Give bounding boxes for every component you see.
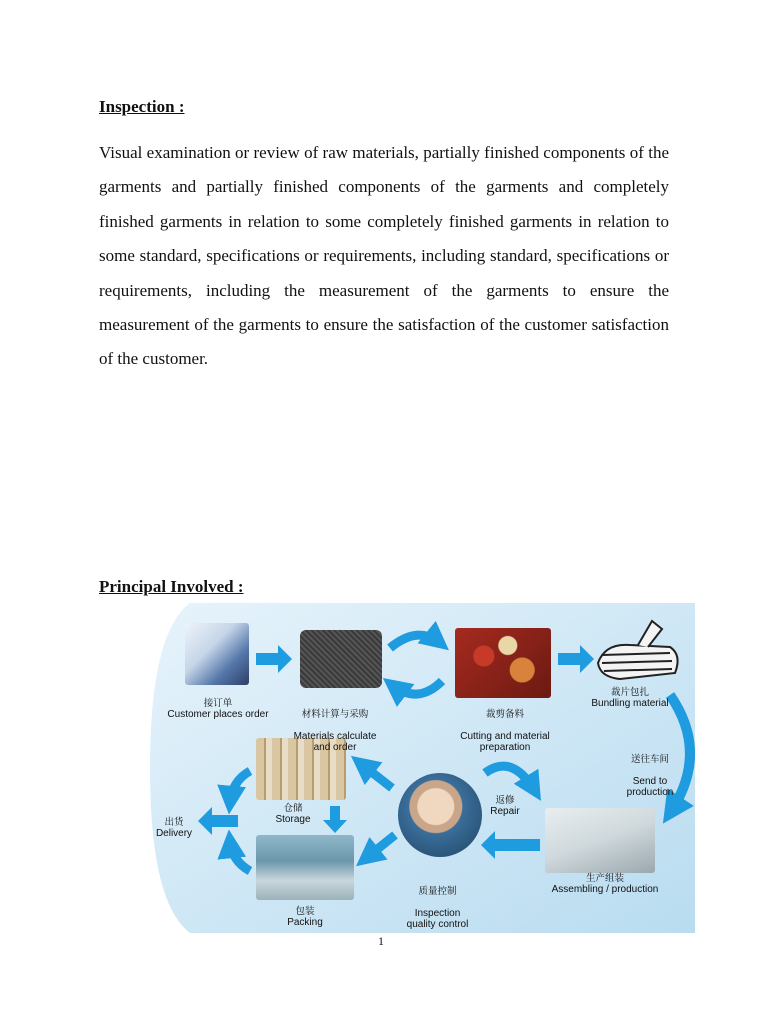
storage-en: Storage <box>275 814 311 825</box>
step-label-cutting <box>450 698 560 764</box>
inspection-paragraph: Visual examination or review of raw materials, partially finished components of the garments and partially finished components of the garments and completely finished garments in relation to some completely finished garments in relation to some standard, specifications or requirements, including standard, specifications or requirements, including the measurement of the garments to ensure the measurement of the garments to ensure the satisfaction of the customer satisfaction of the customer. <box>99 143 669 369</box>
step-label-packing <box>275 906 335 928</box>
bundling-en: Bundling material <box>591 698 669 709</box>
send-production-en: Send to production <box>626 776 674 798</box>
principal-involved-heading: Principal Involved : <box>99 577 244 596</box>
bundling-zh: 裁片包扎 <box>610 687 649 698</box>
packing-workers-photo <box>256 835 354 900</box>
step-label-storage <box>263 803 323 825</box>
send-production-zh: 送往车间 <box>630 754 669 765</box>
sewing-machine-photo <box>545 808 655 873</box>
step-label-assembling <box>530 873 680 895</box>
step-label-bundling <box>575 687 685 709</box>
page-number: 1 <box>378 934 384 948</box>
garment-production-process-diagram <box>150 603 695 933</box>
materials-zh: 材料计算与采购 <box>301 709 369 720</box>
customer-order-en: Customer places order <box>167 709 269 720</box>
delivery-zh: 出货 <box>164 817 184 828</box>
assembling-zh: 生产组装 <box>585 873 624 884</box>
step-label-customer-order <box>158 698 278 720</box>
materials-en: Materials calculate and order <box>293 731 377 753</box>
storage-zh: 仓储 <box>283 803 303 814</box>
inspection-en: Inspection quality control <box>406 908 469 930</box>
customer-order-zh: 接订单 <box>203 698 233 709</box>
sewing-tools-photo <box>455 628 551 698</box>
cutting-en: Cutting and material preparation <box>460 731 550 753</box>
repair-en: Repair <box>490 806 520 817</box>
inspection-zh: 质量控制 <box>418 886 457 897</box>
step-label-inspection <box>390 875 485 941</box>
inspector-photo <box>398 773 482 857</box>
packing-en: Packing <box>287 917 323 928</box>
step-label-send-production <box>615 743 685 809</box>
inspection-heading: Inspection : <box>99 97 185 116</box>
step-label-repair <box>480 795 530 817</box>
step-label-delivery <box>150 817 198 839</box>
fabric-roll-photo <box>300 630 382 688</box>
step-label-materials <box>280 698 390 764</box>
packing-zh: 包装 <box>295 906 315 917</box>
assembling-en: Assembling / production <box>551 884 659 895</box>
repair-zh: 返修 <box>495 795 515 806</box>
businessman-photo <box>185 623 249 685</box>
delivery-en: Delivery <box>155 828 193 839</box>
cutting-zh: 裁剪备料 <box>485 709 524 720</box>
